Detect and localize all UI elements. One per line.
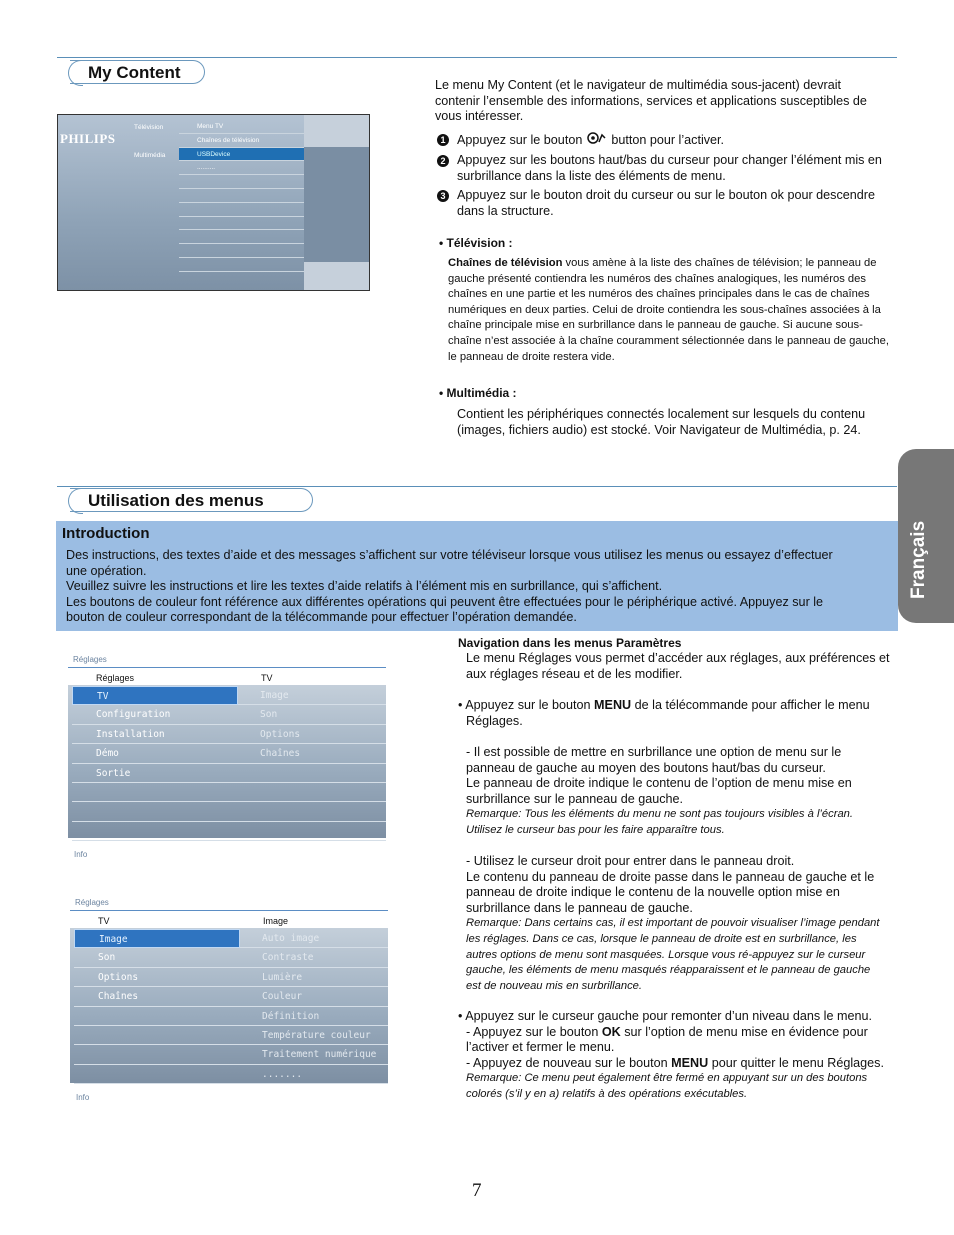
language-tab-label: Français [908, 520, 929, 599]
menu-option-empty[interactable] [74, 1065, 240, 1084]
menu-divider [68, 667, 386, 668]
my-content-button-icon [586, 132, 608, 149]
menu-option[interactable]: Options [74, 968, 240, 987]
introduction-text [66, 548, 886, 626]
panel-bg [304, 115, 370, 147]
my-content-right-list [179, 120, 304, 272]
menu-row-empty[interactable] [179, 217, 304, 231]
menu-option-empty[interactable] [72, 783, 238, 802]
menu-right-column [240, 929, 388, 1084]
settings-menu-screenshot-1 [68, 652, 388, 862]
nav-p5 [458, 1009, 896, 1103]
menu-option[interactable]: Température couleur [240, 1026, 388, 1045]
nav-text: Le panneau de droite indique le contenu de l’option de menu mise en surbrillance sur le panneau de gauche. [466, 776, 852, 806]
introduction-line: bouton de couleur correspondant de la télécommande pour effectuer l’opération demandée. [66, 610, 577, 625]
menu-option-empty[interactable] [238, 822, 386, 841]
menu-divider [70, 910, 388, 911]
introduction-title: Introduction [62, 525, 150, 542]
menu-key-label: MENU [594, 698, 632, 712]
step-number: 1 [437, 134, 449, 146]
nav-p3 [466, 745, 876, 839]
menu-left-header: Réglages [96, 673, 135, 683]
nav-note: Remarque: Dans certains cas, il est important de pouvoir visualiser l’image pendant les réglages. Dans ce cas, lorsque le panneau de droite est en surbrillance, les autres options de menu sont masquées. Lorsque vous ré-appuyez sur le curseur gauche, les éléments de menu masqués réapparaissent et le panneau de gauche est de nouveau mis en surbrillance. [466, 917, 880, 992]
panel-bg [304, 147, 370, 262]
nav-note: Remarque: Tous les éléments du menu ne sont pas toujours visibles à l’écran. Utilisez le curseur bas pour les faire apparaître tous. [466, 808, 854, 836]
menu-option[interactable]: Couleur [240, 987, 388, 1006]
nav-text: Le contenu du panneau de droite passe dans le panneau de gauche et le panneau de droite indique le contenu de la nouvelle option mise en surbrillance dans le panneau de gauche. [466, 869, 875, 915]
menu-title: Réglages [75, 898, 109, 907]
my-content-intro: Le menu My Content (et le navigateur de multimédia sous-jacent) devrait contenir l’ensemble des informations, services et applications susceptibles de vous intéresser. [435, 78, 867, 124]
nav-text: de la télécommande pour afficher le menu Réglages. [466, 698, 870, 728]
panel-bg [304, 262, 370, 291]
menu-option-empty[interactable] [72, 802, 238, 821]
introduction-line: Des instructions, des textes d’aide et des messages s’affichent sur votre téléviseur lorsque vous utilisez les menus ou essayez d’effectuer [66, 548, 833, 562]
television-bold: Chaînes de télévision [448, 257, 563, 269]
step-1 [437, 132, 897, 149]
step-3 [437, 188, 897, 219]
menu-right-column [238, 686, 386, 841]
television-title: • Télévision : [439, 236, 513, 250]
menu-info: Info [76, 1093, 90, 1102]
menu-option-empty[interactable] [238, 764, 386, 783]
menu-option[interactable]: Options [238, 725, 386, 744]
nav-text: - Appuyez sur le bouton [466, 1024, 602, 1039]
menu-option[interactable]: Son [238, 705, 386, 724]
menu-row-empty[interactable] [179, 244, 304, 258]
settings-menu-screenshot-2 [70, 895, 390, 1107]
step-text: Appuyez sur le bouton droit du curseur ou sur le bouton ok pour descendre dans la structure. [457, 188, 875, 218]
introduction-panel [56, 521, 898, 631]
menu-key-label: MENU [671, 1055, 709, 1070]
menu-option[interactable]: Sortie [72, 764, 238, 783]
menu-option-empty[interactable] [72, 822, 238, 841]
step-2 [437, 153, 897, 184]
step-number: 3 [437, 190, 449, 202]
section-heading-menus: Utilisation des menus [70, 488, 313, 512]
menu-option[interactable]: Chaînes [238, 744, 386, 763]
nav-text: - Utilisez le curseur droit pour entrer dans le panneau droit. [466, 854, 795, 868]
nav-p4 [466, 854, 884, 994]
menu-option[interactable]: Image [238, 686, 386, 705]
menu-option[interactable]: Auto image [240, 929, 388, 948]
menu-row-empty[interactable] [179, 203, 304, 217]
menu-row[interactable]: .......... [179, 161, 304, 175]
multimedia-title: • Multimédia : [439, 386, 517, 400]
television-body: vous amène à la liste des chaînes de télévision; le panneau de gauche présenté contiendra les numéros des chaînes analogiques, les numéros des chaînes en une partie et les numéros des chaînes principales dans le cas de chaînes numériques en deux parties. Celui de droite contiendra les sous-chaînes associées à la chaîne principale mise en surbrillance dans le panneau de gauche. Si aucune sous-chaîne n’est associée à la chaîne couramment sélectionnée dans le panneau de gauche, le panneau de droite restera vide. [448, 257, 889, 363]
menu-option-empty[interactable] [74, 1026, 240, 1045]
page-number: 7 [472, 1180, 482, 1201]
nav-text: - Appuyez de nouveau sur le bouton [466, 1055, 672, 1070]
introduction-line: une opération. [66, 563, 147, 578]
step-number: 2 [437, 155, 449, 167]
menu-info: Info [74, 850, 88, 859]
menu-option[interactable]: Définition [240, 1007, 388, 1026]
menu-option[interactable]: Configuration [72, 705, 238, 724]
philips-logo: PHILIPS [60, 131, 116, 146]
my-content-screenshot [57, 114, 370, 291]
nav-text: pour quitter le menu Réglages. [708, 1055, 884, 1070]
nav-p1: Le menu Réglages vous permet d’accéder aux réglages, aux préférences et aux réglages réseau et de les modifier. [466, 651, 890, 681]
nav-text: sur l’option de menu mise en évidence pour l’activer et fermer le menu. [466, 1024, 868, 1055]
menu-option-empty[interactable] [238, 783, 386, 802]
menu-item-multimedia: Multimédia [134, 152, 166, 159]
menu-option[interactable]: TV [72, 686, 238, 705]
menu-row[interactable]: Menu TV [179, 120, 304, 134]
step-text: Appuyez sur le bouton [457, 133, 583, 147]
menu-left-column [72, 686, 238, 841]
menu-option-empty[interactable] [74, 1007, 240, 1026]
nav-p2 [458, 698, 896, 729]
section-heading-my-content: My Content [70, 60, 205, 84]
step-text: button pour l’activer. [611, 133, 725, 147]
introduction-line: Veuillez suivre les instructions et lire les textes d’aide relatifs à l’élément mis en surbrillance, qui s’affichent. [66, 579, 663, 594]
step-text: Appuyez sur les boutons haut/bas du curseur pour changer l’élément mis en surbrillance dans la liste des éléments de menu. [457, 153, 882, 183]
menu-row[interactable]: Chaînes de télévision [179, 134, 304, 148]
menu-option-empty[interactable] [238, 802, 386, 821]
nav-note: Remarque: Ce menu peut également être fermé en appuyant sur un des boutons colorés (s’il y en a) relatifs à des opérations exécutables. [466, 1072, 868, 1100]
menu-option[interactable]: Traitement numérique [240, 1045, 388, 1064]
menu-option[interactable]: Démo [72, 744, 238, 763]
menu-row-empty[interactable] [179, 175, 304, 189]
top-rule [57, 57, 897, 58]
menu-row[interactable]: USBDevice [179, 148, 304, 162]
language-tab [898, 449, 954, 623]
menu-option[interactable]: ....... [240, 1065, 388, 1084]
nav-text: • Appuyez sur le curseur gauche pour remonter d’un niveau dans le menu. [458, 1009, 872, 1023]
menu-row-empty[interactable] [179, 230, 304, 244]
menu-right-header: TV [261, 673, 273, 683]
menu-row-empty[interactable] [179, 258, 304, 272]
menu-row-empty[interactable] [179, 189, 304, 203]
multimedia-text: Contient les périphériques connectés localement sur lesquels du contenu (images, fichiers audio) est stocké. Voir Navigateur de Multimédia, p. 24. [457, 407, 866, 437]
nav-title: Navigation dans les menus Paramètres [458, 636, 682, 650]
nav-text: • Appuyez sur le bouton [458, 698, 595, 712]
ok-key-label: OK [601, 1024, 621, 1039]
menu-option[interactable]: Lumière [240, 968, 388, 987]
mid-rule [57, 486, 897, 487]
menu-left-header: TV [98, 916, 110, 926]
menu-left-column [74, 929, 240, 1084]
introduction-line: Les boutons de couleur font référence aux différentes opérations qui peuvent être effectuées pour le périphérique activé. Appuyez sur le [66, 594, 824, 609]
nav-sub [458, 1025, 896, 1103]
menu-item-television: Télévision [134, 124, 164, 131]
menu-option-empty[interactable] [74, 1045, 240, 1064]
menu-title: Réglages [73, 655, 107, 664]
menu-right-header: Image [263, 916, 289, 926]
nav-text: - Il est possible de mettre en surbrillance une option de menu sur le panneau de gauche au moyen des boutons haut/bas du curseur. [466, 745, 842, 775]
menu-option[interactable]: Image [74, 929, 240, 948]
menu-option[interactable]: Son [74, 948, 240, 967]
menu-option[interactable]: Chaînes [74, 987, 240, 1006]
television-text [448, 256, 896, 365]
menu-option[interactable]: Installation [72, 725, 238, 744]
menu-option[interactable]: Contraste [240, 948, 388, 967]
